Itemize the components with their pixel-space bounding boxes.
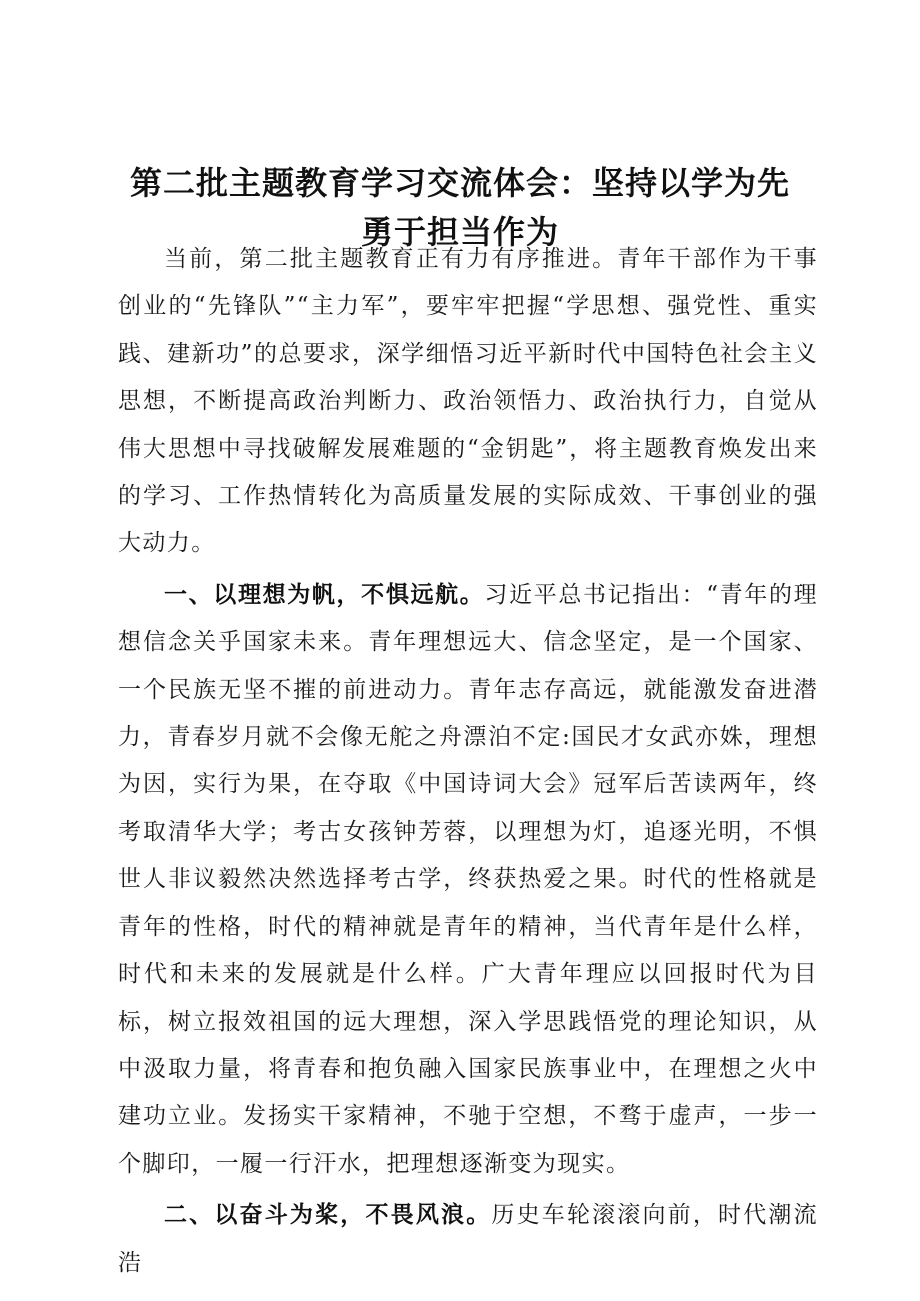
section-1-heading: 一、以理想为帆，不惧远航。 [164,581,485,608]
document-title-line-2: 勇于担当作为 [360,213,559,251]
document-body [118,236,818,1287]
intro-paragraph: 当前，第二批主题教育正有力有序推进。青年干部作为干事创业的“先锋队”“主力军”，要牢牢把握“学思想、强党性、重实践、建新功”的总要求，深学细悟习近平新时代中国特色社会主义思想，不断提高政治判断力、政治领悟力、政治执行力，自觉从伟大思想中寻找破解发展难题的“金钥匙”，将主题教育焕发出来的学习、工作热情转化为高质量发展的实际成效、干事创业的强大动力。 [118,246,818,557]
section-2-text: 历史车轮滚滚向前，时代潮流浩 [118,1202,818,1276]
section-2-heading: 二、以奋斗为桨，不畏风浪。 [164,1202,492,1229]
section-1-text: 习近平总书记指出：“青年的理想信念关乎国家未来。青年理想远大、信念坚定，是一个国家、一个民族无坚不摧的前进动力。青年志存高远，就能激发奋进潜力，青春岁月就不会像无舵之舟漂泊不定:国民才女武亦姝，理想为因，实行为果，在夺取《中国诗词大会》冠军后苦读两年，终考取清华大学；考古女孩钟芳蓉，以理想为灯，追逐光明，不惧世人非议毅然决然选择考古学，终获热爱之果。时代的性格就是青年的性格，时代的精神就是青年的精神，当代青年是什么样，时代和未来的发展就是什么样。广大青年理应以回报时代为目标，树立报效祖国的远大理想，深入学思践悟党的理论知识，从中汲取力量，将青春和抱负融入国家民族事业中，在理想之火中建功立业。发扬实干家精神，不驰于空想，不骛于虚声，一步一个脚印，一履一行汗水，把理想逐渐变为现实。 [118,581,818,1177]
section-2-paragraph [118,1192,818,1287]
section-1-paragraph [118,572,818,1188]
document-title-line-1: 第二批主题教育学习交流体会：坚持以学为先 [129,164,790,202]
